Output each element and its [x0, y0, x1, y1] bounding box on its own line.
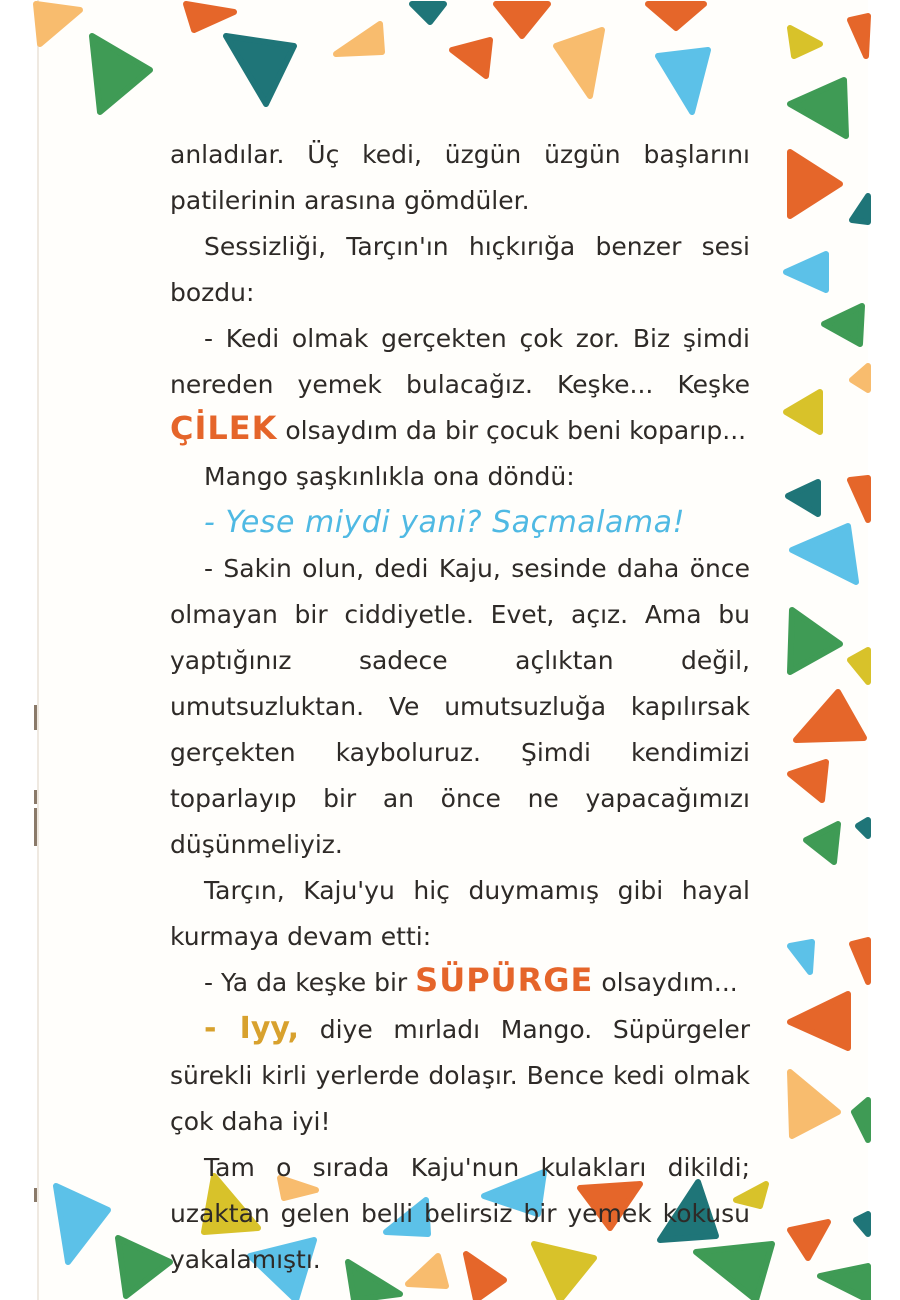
triangle-shape: [226, 36, 294, 104]
paragraph: Mango şaşkınlıkla ona döndü:: [204, 462, 575, 491]
triangle-shape: [786, 254, 826, 290]
paragraph: anladılar. Üç kedi, üzgün üzgün başlarını patilerinin arasına gömdüler.: [170, 140, 750, 215]
paragraph-text: - Kedi olmak gerçekten çok zor. Biz şimdi nereden yemek bulacağız. Keşke... Keşke: [170, 324, 750, 399]
triangle-shape: [796, 692, 864, 740]
triangle-shape: [856, 1214, 868, 1234]
triangle-shape: [852, 196, 868, 222]
paragraph: Tarçın, Kaju'yu hiç duymamış gibi hayal kurmaya devam etti:: [170, 876, 750, 951]
triangle-shape: [658, 50, 708, 112]
triangle-shape: [852, 940, 868, 982]
triangle-shape: [790, 1072, 838, 1136]
triangle-shape: [556, 30, 602, 96]
triangle-shape: [850, 478, 868, 520]
triangle-shape: [820, 1266, 868, 1300]
triangle-shape: [412, 4, 444, 22]
triangle-shape: [850, 650, 868, 682]
handwritten-dialogue: - Yese miydi yani? Saçmalama!: [204, 505, 686, 540]
triangle-shape: [790, 80, 846, 136]
paragraph: [170, 960, 750, 1006]
paragraph: [170, 1006, 750, 1145]
triangle-shape: [790, 994, 848, 1048]
triangle-shape: [788, 482, 818, 514]
story-text: [170, 132, 750, 1283]
triangle-shape: [496, 4, 548, 36]
triangle-shape: [792, 526, 856, 582]
triangle-shape: [452, 40, 490, 76]
triangle-shape: [786, 392, 820, 432]
triangle-shape: [790, 942, 812, 972]
triangle-shape: [858, 820, 868, 836]
triangle-shape: [92, 36, 150, 112]
paragraph-text: diye mırladı Mango. Süpürgeler sürekli kirli yerlerde dolaşır. Bence kedi olmak çok daha iyi!: [170, 1015, 750, 1136]
triangle-shape: [56, 1186, 108, 1262]
paragraph: [170, 316, 750, 454]
triangle-shape: [852, 366, 868, 390]
triangle-shape: [36, 4, 80, 44]
paragraph-text: olsaydım da bir çocuk beni koparıp...: [277, 416, 747, 445]
emphasis-word-iyy: - Iyy,: [204, 1011, 299, 1046]
paragraph: Tam o sırada Kaju'nun kulakları dikildi; uzaktan gelen belli belirsiz bir yemek kokusu yakalamıştı.: [170, 1153, 750, 1274]
triangle-shape: [118, 1238, 170, 1296]
triangle-shape: [790, 152, 840, 216]
triangle-shape: [850, 16, 868, 56]
triangle-shape: [336, 24, 382, 54]
triangle-shape: [790, 28, 820, 56]
triangle-shape: [806, 824, 838, 862]
paragraph: Sessizliği, Tarçın'ın hıçkırığa benzer sesi bozdu:: [170, 232, 750, 307]
triangle-shape: [648, 4, 704, 28]
paragraph-text: olsaydım...: [593, 968, 738, 997]
triangle-shape: [790, 1222, 828, 1258]
paragraph-text: - Ya da keşke bir: [204, 968, 416, 997]
triangle-shape: [824, 306, 862, 344]
triangle-shape: [790, 610, 840, 672]
emphasis-word-supurge: SÜPÜRGE: [415, 961, 594, 999]
triangle-shape: [790, 762, 826, 800]
triangle-shape: [186, 4, 234, 30]
paragraph: - Sakin olun, dedi Kaju, sesinde daha önce olmayan bir ciddiyetle. Evet, açız. Ama bu yaptığınız sadece açlıktan değil, umutsuzluktan. Ve umutsuzluğa kapılırsak gerçekten kayboluruz. Şimdi kendimizi toparlayıp bir an önce ne yapacağımızı düşünmeliyiz.: [170, 554, 750, 859]
emphasis-word-cilek: ÇİLEK: [170, 409, 278, 447]
triangle-shape: [854, 1100, 868, 1140]
